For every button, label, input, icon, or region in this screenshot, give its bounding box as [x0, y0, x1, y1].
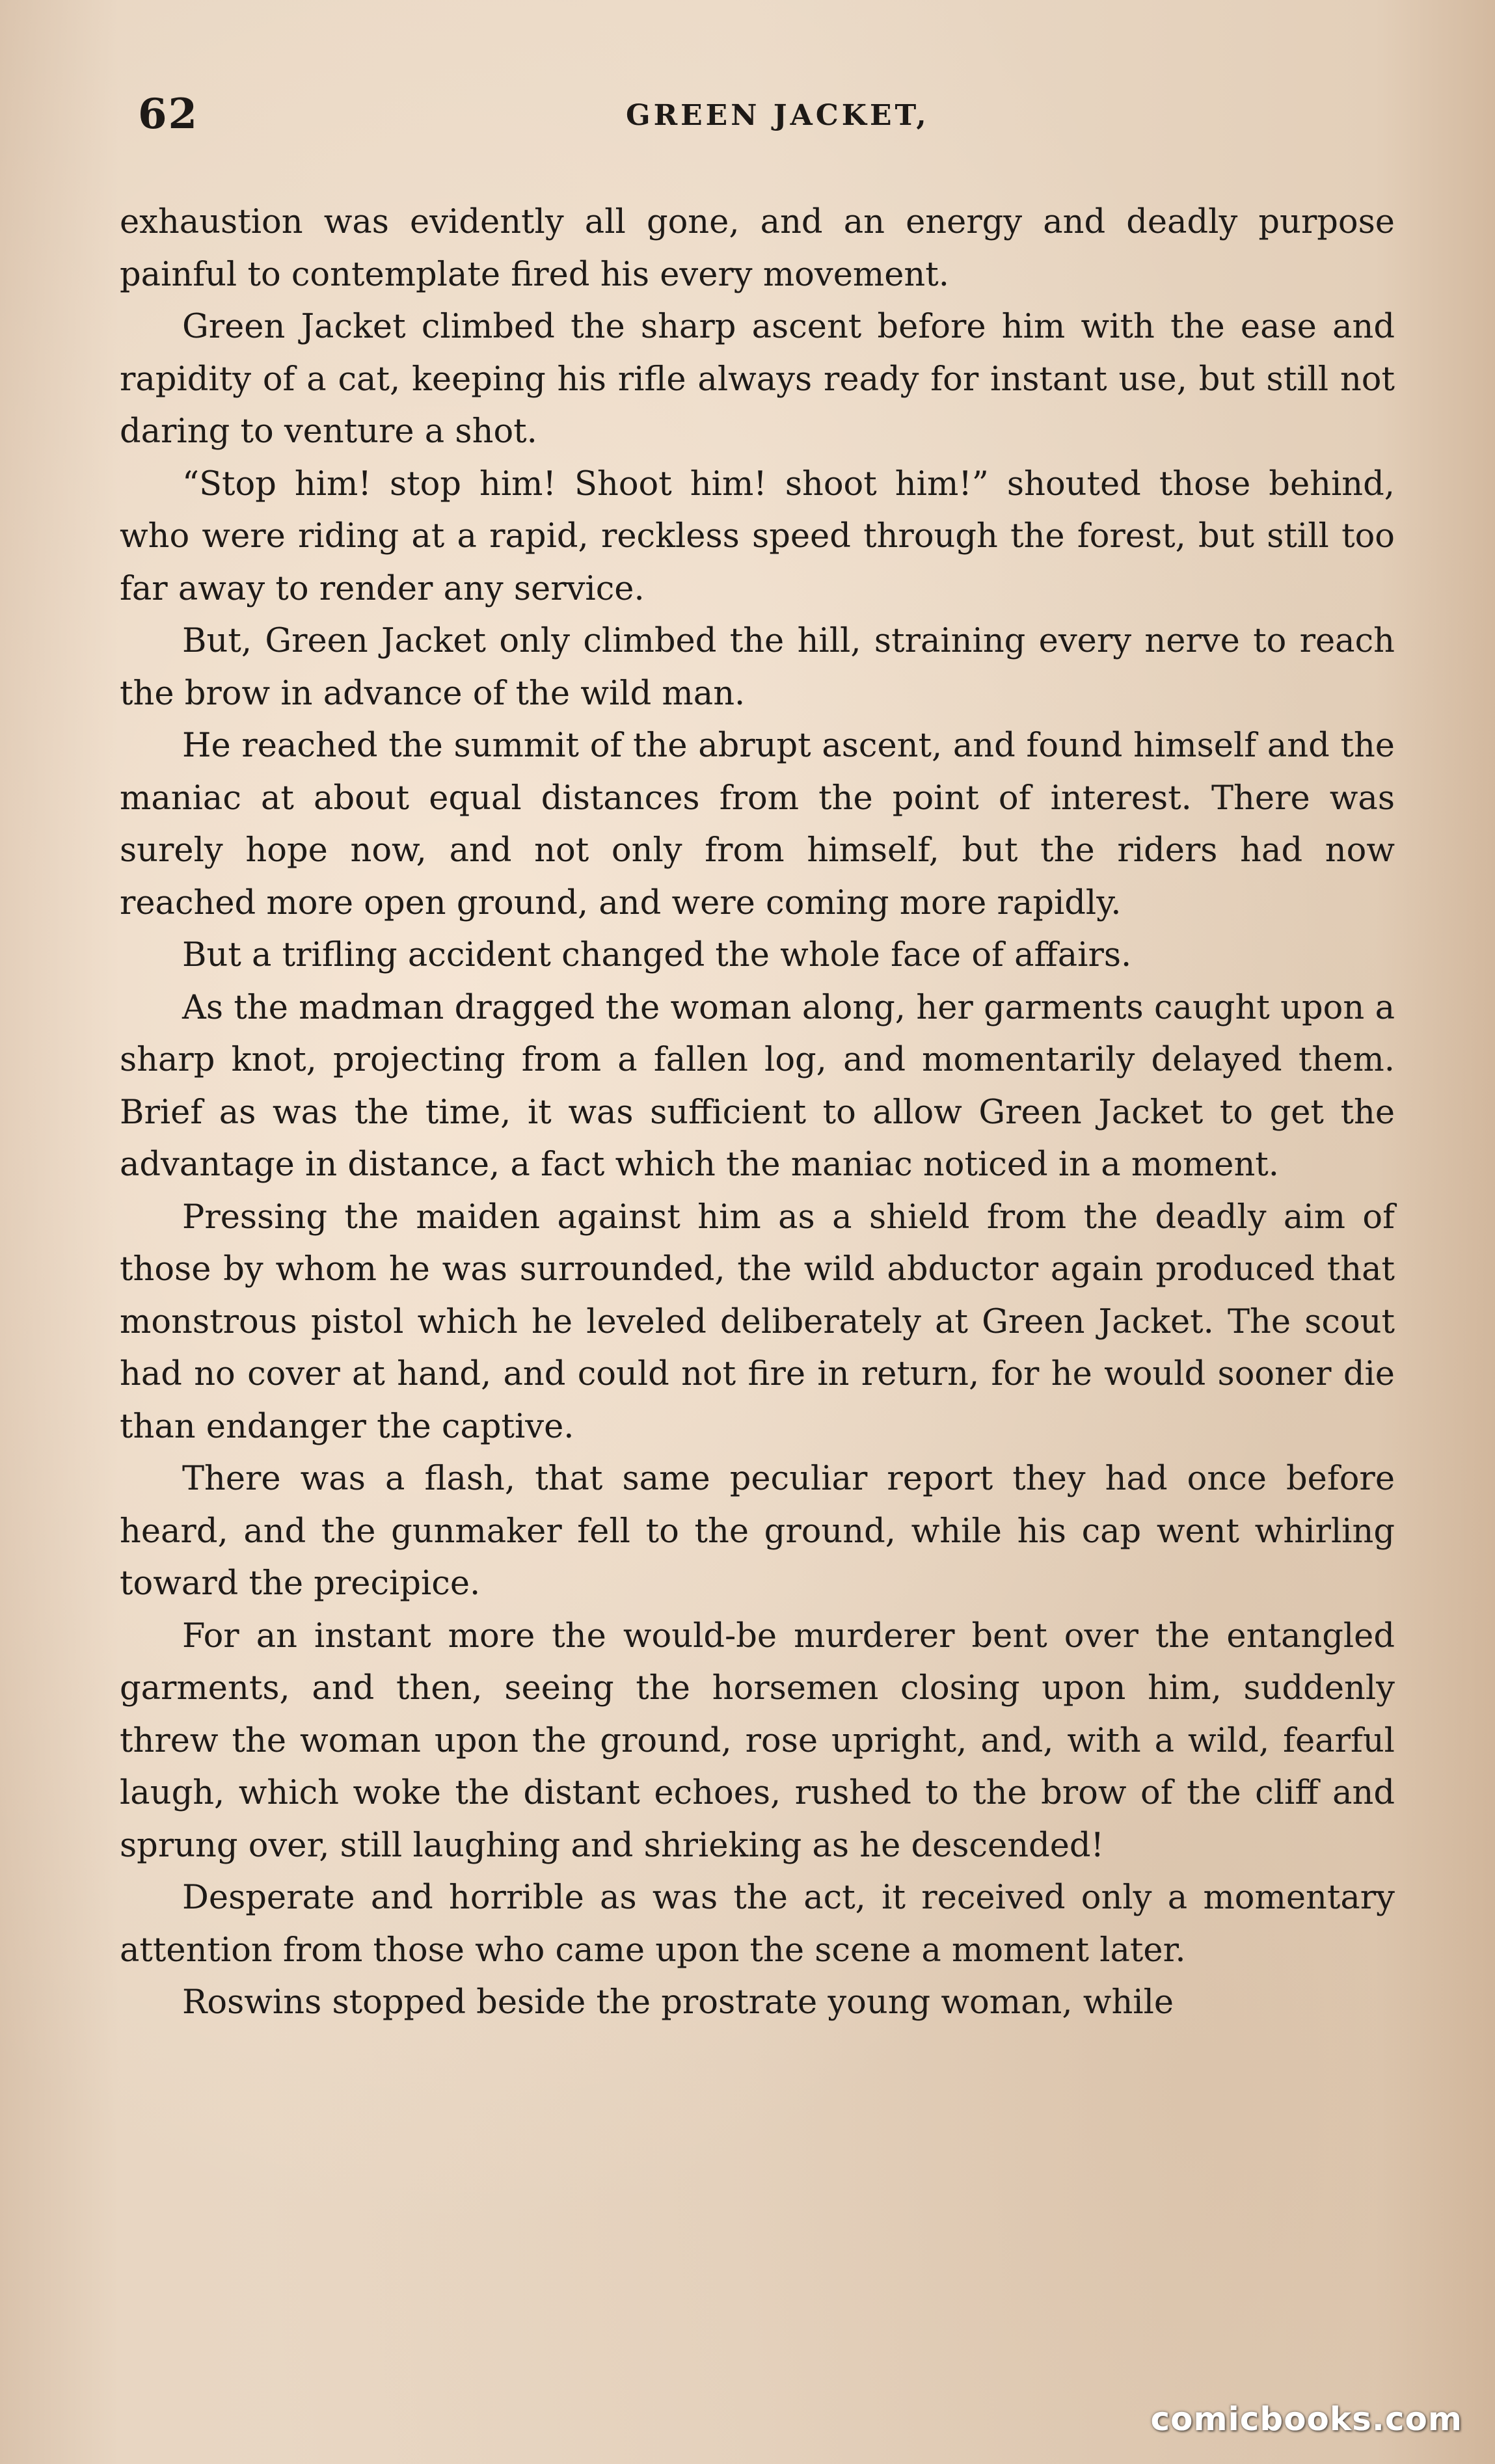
paragraph: exhaustion was evidently all gone, and an energy and deadly purpose painful to contemplate fired his every movement.	[120, 203, 1395, 294]
paragraph: Roswins stopped beside the prostrate young woman, while	[182, 1983, 1174, 2022]
paragraph: “Stop him! stop him! Shoot him! shoot him!” shouted those behind, who were riding at a rapid, reckless speed through the forest, but still too far away to render any service.	[120, 464, 1395, 608]
paragraph: As the madman dragged the woman along, her garments caught upon a sharp knot, projecting from a fallen log, and momentarily delayed them. Brief as was the time, it was sufficient to allow Green Jacket to get the advantage in distance, a fact which the maniac noticed in a moment.	[120, 988, 1395, 1184]
paragraph: For an instant more the would-be murderer bent over the entangled garments, and then, seeing the horsemen closing upon him, suddenly threw the woman upon the ground, rose upright, and, with a wild, fearful laugh, which woke the distant echoes, rushed to the brow of the cliff and sprung over, still laughing and shrieking as he descended!	[120, 1616, 1395, 1865]
paragraph: But, Green Jacket only climbed the hill, straining every nerve to reach the brow in advance of the wild man.	[120, 622, 1395, 713]
body-text	[120, 196, 1395, 2029]
page-number: 62	[138, 90, 199, 139]
watermark: comicbooks.com	[1150, 2400, 1462, 2438]
paragraph: Pressing the maiden against him as a shield from the deadly aim of those by whom he was surrounded, the wild abductor again produced that monstrous pistol which he leveled deliberately at Green Jacket. The scout had no cover at hand, and could not fire in return, for he would sooner die than endanger the captive.	[120, 1198, 1395, 1446]
paragraph: He reached the summit of the abrupt ascent, and found himself and the maniac at about equal distances from the point of interest. There was surely hope now, and not only from himself, but the riders had now reached more open ground, and were coming more rapidly.	[120, 727, 1395, 922]
page-header	[138, 90, 1374, 148]
running-head: GREEN JACKET,	[626, 99, 930, 132]
paragraph: There was a flash, that same peculiar report they had once before heard, and the gunmaker fell to the ground, while his cap went whirling toward the precipice.	[120, 1460, 1395, 1603]
paragraph: But a trifling accident changed the whole face of affairs.	[182, 936, 1132, 974]
paragraph: Green Jacket climbed the sharp ascent before him with the ease and rapidity of a cat, keeping his rifle always ready for instant use, but still not daring to venture a shot.	[120, 308, 1395, 451]
paragraph: Desperate and horrible as was the act, it received only a momentary attention from those who came upon the scene a moment later.	[120, 1879, 1395, 1970]
